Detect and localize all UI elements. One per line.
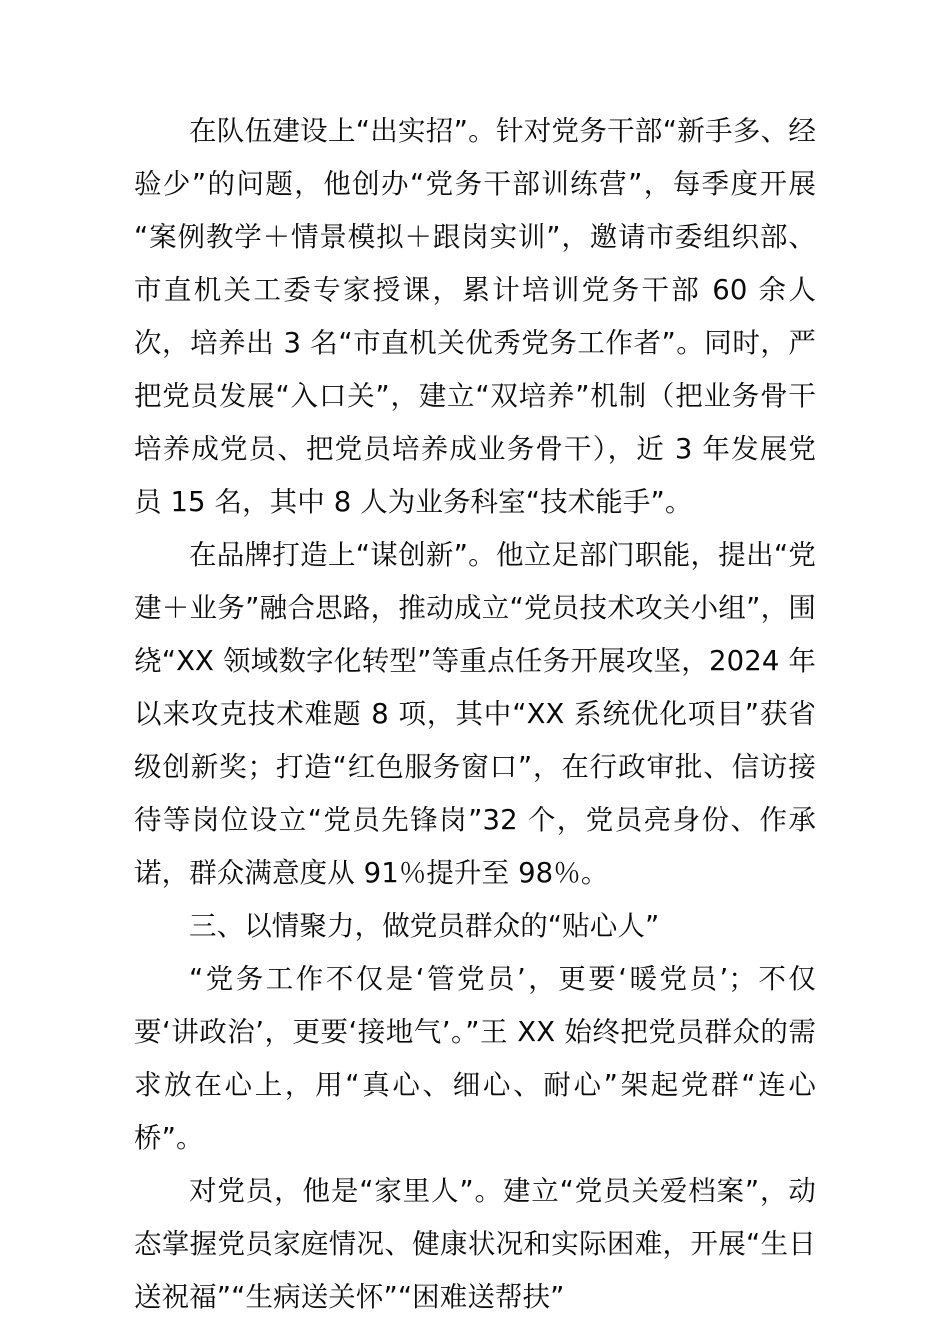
section-heading-three: 三、以情聚力，做党员群众的“贴心人” [189,910,660,942]
paragraph-brand-innovation: 在品牌打造上“谋创新”。他立足部门职能，提出“党建＋业务”融合思路，推动成立“党员技术攻关小组”，围绕“XX 领域数字化转型”等重点任务开展攻坚，2024 年以来攻克技术难题 8 项，其中“XX 系统优化项目”获省级创新奖；打造“红色服务窗口”，在行政审批、信访接待等岗位设立“党员先锋岗”32 个，党员亮身份、作承诺，群众满意度从 91％提升至 98％。 [134,539,816,889]
paragraph-team-building: 在队伍建设上“出实招”。针对党务干部“新手多、经验少”的问题，他创办“党务干部训练营”，每季度开展“案例教学＋情景模拟＋跟岗实训”，邀请市委组织部、市直机关工委专家授课，累计培训党务干部 60 余人次，培养出 3 名“市直机关优秀党务工作者”。同时，严把党员发展“入口关”，建立“双培养”机制（把业务骨干培养成党员、把党员培养成业务骨干），近 3 年发展党员 15 名，其中 8 人为业务科室“技术能手”。 [134,115,816,518]
document-body [134,105,816,1324]
paragraph-care-archive: 对党员，他是“家里人”。建立“党员关爱档案”，动态掌握党员家庭情况、健康状况和实际困难，开展“生日送祝福”“生病送关怀”“困难送帮扶” [134,1175,816,1313]
paragraph-quote-party-work: “党务工作不仅是‘管党员’，更要‘暖党员’；不仅要‘讲政治’，更要‘接地气’。”王 XX 始终把党员群众的需求放在心上，用“真心、细心、耐心”架起党群“连心桥”。 [134,963,816,1154]
